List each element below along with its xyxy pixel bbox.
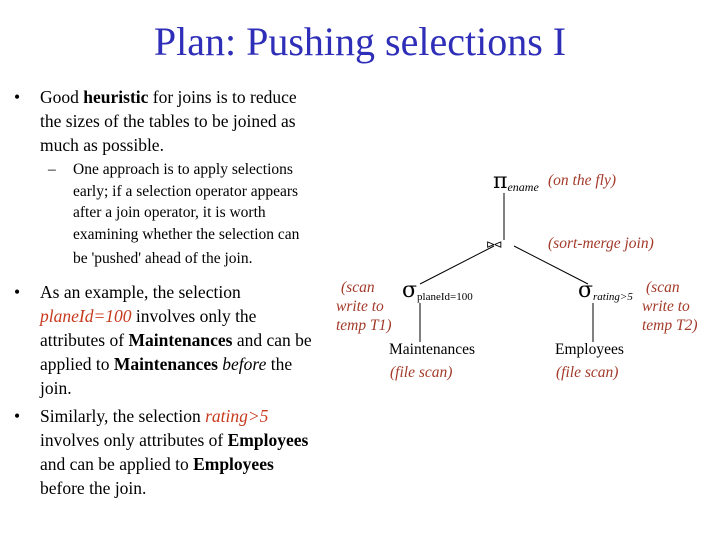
left-selection-subscript: planeId=100 bbox=[417, 291, 473, 303]
dash-marker: – bbox=[48, 161, 56, 178]
bullet-marker: • bbox=[14, 406, 21, 426]
bullet2-line1: As an example, the selection bbox=[40, 282, 241, 302]
right-note-line3: temp T2) bbox=[642, 317, 698, 334]
bullet1-line2: the sizes of the tables to be joined as bbox=[40, 111, 296, 131]
left-note-line3: temp T1) bbox=[336, 317, 392, 334]
left-selection-note bbox=[336, 278, 392, 335]
projection-subscript: ename bbox=[507, 180, 539, 194]
bullet2-line5: join. bbox=[40, 378, 72, 398]
sub-line5: be 'pushed' ahead of the join. bbox=[73, 250, 253, 267]
right-table-name: Employees bbox=[555, 341, 624, 358]
bullet-marker: • bbox=[14, 282, 21, 302]
left-table-name: Maintenances bbox=[389, 341, 476, 358]
left-note-line1: (scan bbox=[341, 279, 375, 296]
sigma-symbol: σ bbox=[578, 278, 594, 303]
sigma-symbol: σ bbox=[402, 278, 418, 303]
bullet2-line4: applied to Maintenances before the bbox=[40, 354, 293, 374]
left-selection-node bbox=[402, 277, 473, 303]
join-note: (sort-merge join) bbox=[548, 235, 654, 252]
join-symbol: ⊳⊲ bbox=[486, 239, 501, 251]
bullet3-line3: and can be applied to Employees bbox=[40, 454, 274, 474]
bullet3-line2: involves only attributes of Employees bbox=[40, 430, 309, 450]
bullet1-line1: Good heuristic for joins is to reduce bbox=[40, 87, 297, 107]
bullet2-line3: attributes of Maintenances and can be bbox=[40, 330, 312, 350]
bullet3-line4: before the join. bbox=[40, 478, 147, 498]
right-note-line2: write to bbox=[642, 298, 690, 315]
sub-line2: early; if a selection operator appears bbox=[73, 182, 299, 200]
bullet1-line3: much as possible. bbox=[40, 135, 164, 155]
left-table-note: (file scan) bbox=[390, 364, 453, 381]
right-selection-note bbox=[642, 278, 698, 335]
projection-note: (on the fly) bbox=[548, 172, 617, 189]
right-selection-subscript: rating>5 bbox=[593, 291, 633, 303]
bullet-marker: • bbox=[14, 87, 21, 107]
right-table-note: (file scan) bbox=[556, 364, 619, 381]
sub-line4: examining whether the selection can bbox=[73, 225, 300, 243]
right-selection-node bbox=[578, 277, 633, 303]
bullet3-line1: Similarly, the selection rating>5 bbox=[40, 406, 269, 426]
left-note-line2: write to bbox=[336, 298, 384, 315]
pi-symbol: π bbox=[493, 169, 508, 194]
sub-line3: after a join operator, it is worth bbox=[73, 204, 266, 221]
bullet2-line2: planeId=100 involves only the bbox=[40, 306, 257, 326]
slide-title: Plan: Pushing selections I bbox=[153, 19, 567, 64]
right-note-line1: (scan bbox=[646, 279, 680, 296]
sub-line1: One approach is to apply selections bbox=[73, 161, 293, 178]
projection-node bbox=[493, 168, 539, 195]
